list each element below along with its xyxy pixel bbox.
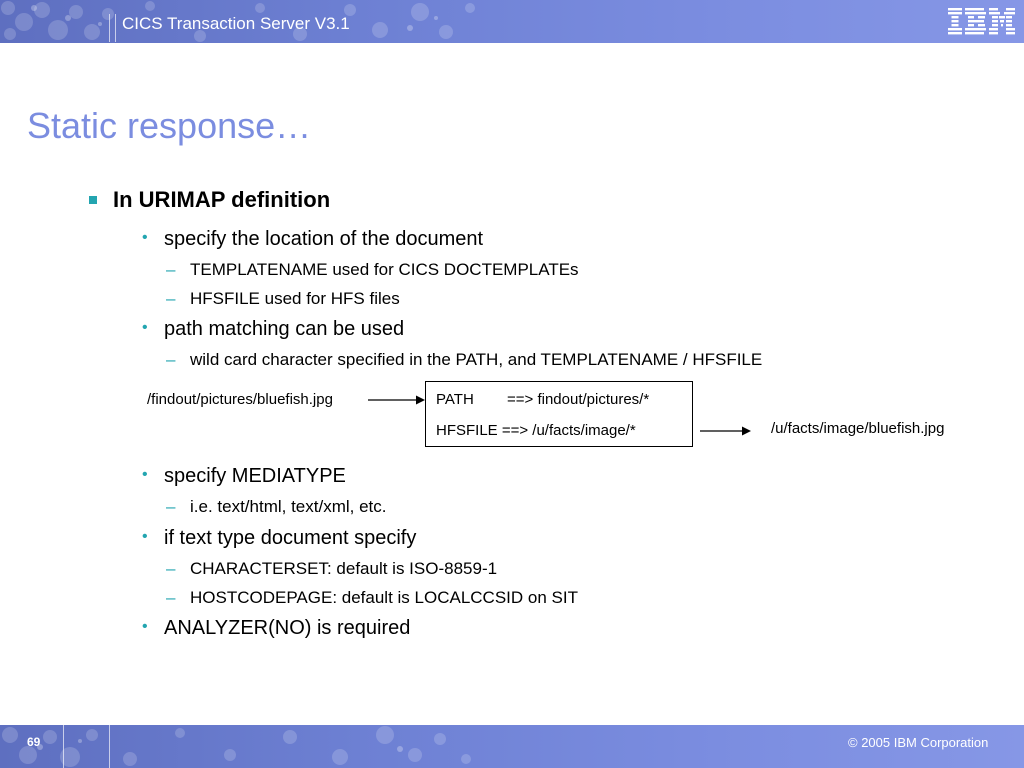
dot-bullet-icon: • <box>142 528 148 545</box>
diagram-output-path: /u/facts/image/bluefish.jpg <box>771 420 945 437</box>
diagram-input-path: /findout/pictures/bluefish.jpg <box>147 391 333 408</box>
copyright-text: © 2005 IBM Corporation <box>848 735 989 750</box>
footer-divider <box>63 725 64 768</box>
square-bullet-icon <box>89 196 97 204</box>
dash-bullet-icon: – <box>166 350 176 369</box>
arrow-right-icon <box>700 424 752 438</box>
bullet-level2: specify MEDIATYPE <box>164 465 346 487</box>
header-bar <box>0 0 1024 43</box>
dash-bullet-icon: – <box>166 588 176 607</box>
dot-bullet-icon: • <box>142 618 148 635</box>
dash-bullet-icon: – <box>166 289 176 308</box>
dot-bullet-icon: • <box>142 319 148 336</box>
bullet-level3: HFSFILE used for HFS files <box>190 289 400 308</box>
bullet-level3: TEMPLATENAME used for CICS DOCTEMPLATEs <box>190 260 579 279</box>
header-divider <box>109 14 110 42</box>
diagram-path-key: PATH <box>436 391 474 408</box>
bullet-level2: path matching can be used <box>164 318 405 340</box>
diagram-hfsfile: HFSFILE ==> /u/facts/image/* <box>436 422 636 439</box>
footer-divider <box>109 725 110 768</box>
header-divider <box>115 14 116 42</box>
dot-bullet-icon: • <box>142 466 148 483</box>
bullet-level2: if text type document specify <box>164 527 417 549</box>
dot-bullet-icon: • <box>142 229 148 246</box>
bullet-level1: In URIMAP definition <box>113 187 331 212</box>
bullet-level3: wild card character specified in the PATH, and TEMPLATENAME / HFSFILE <box>190 350 763 369</box>
header-title: CICS Transaction Server V3.1 <box>122 14 350 33</box>
ibm-logo <box>946 6 1018 36</box>
dash-bullet-icon: – <box>166 260 176 279</box>
bullet-level3: HOSTCODEPAGE: default is LOCALCCSID on SIT <box>190 588 578 607</box>
diagram-path-value: ==> findout/pictures/* <box>507 391 650 408</box>
dash-bullet-icon: – <box>166 497 176 516</box>
bullet-level3: i.e. text/html, text/xml, etc. <box>190 497 387 516</box>
bullet-level3: CHARACTERSET: default is ISO-8859-1 <box>190 559 498 578</box>
page-number: 69 <box>27 735 41 749</box>
bullet-level2: specify the location of the document <box>164 228 484 250</box>
dash-bullet-icon: – <box>166 559 176 578</box>
slide-title: Static response… <box>27 105 312 146</box>
bullet-level2: ANALYZER(NO) is required <box>164 617 411 639</box>
arrow-right-icon <box>368 393 426 407</box>
